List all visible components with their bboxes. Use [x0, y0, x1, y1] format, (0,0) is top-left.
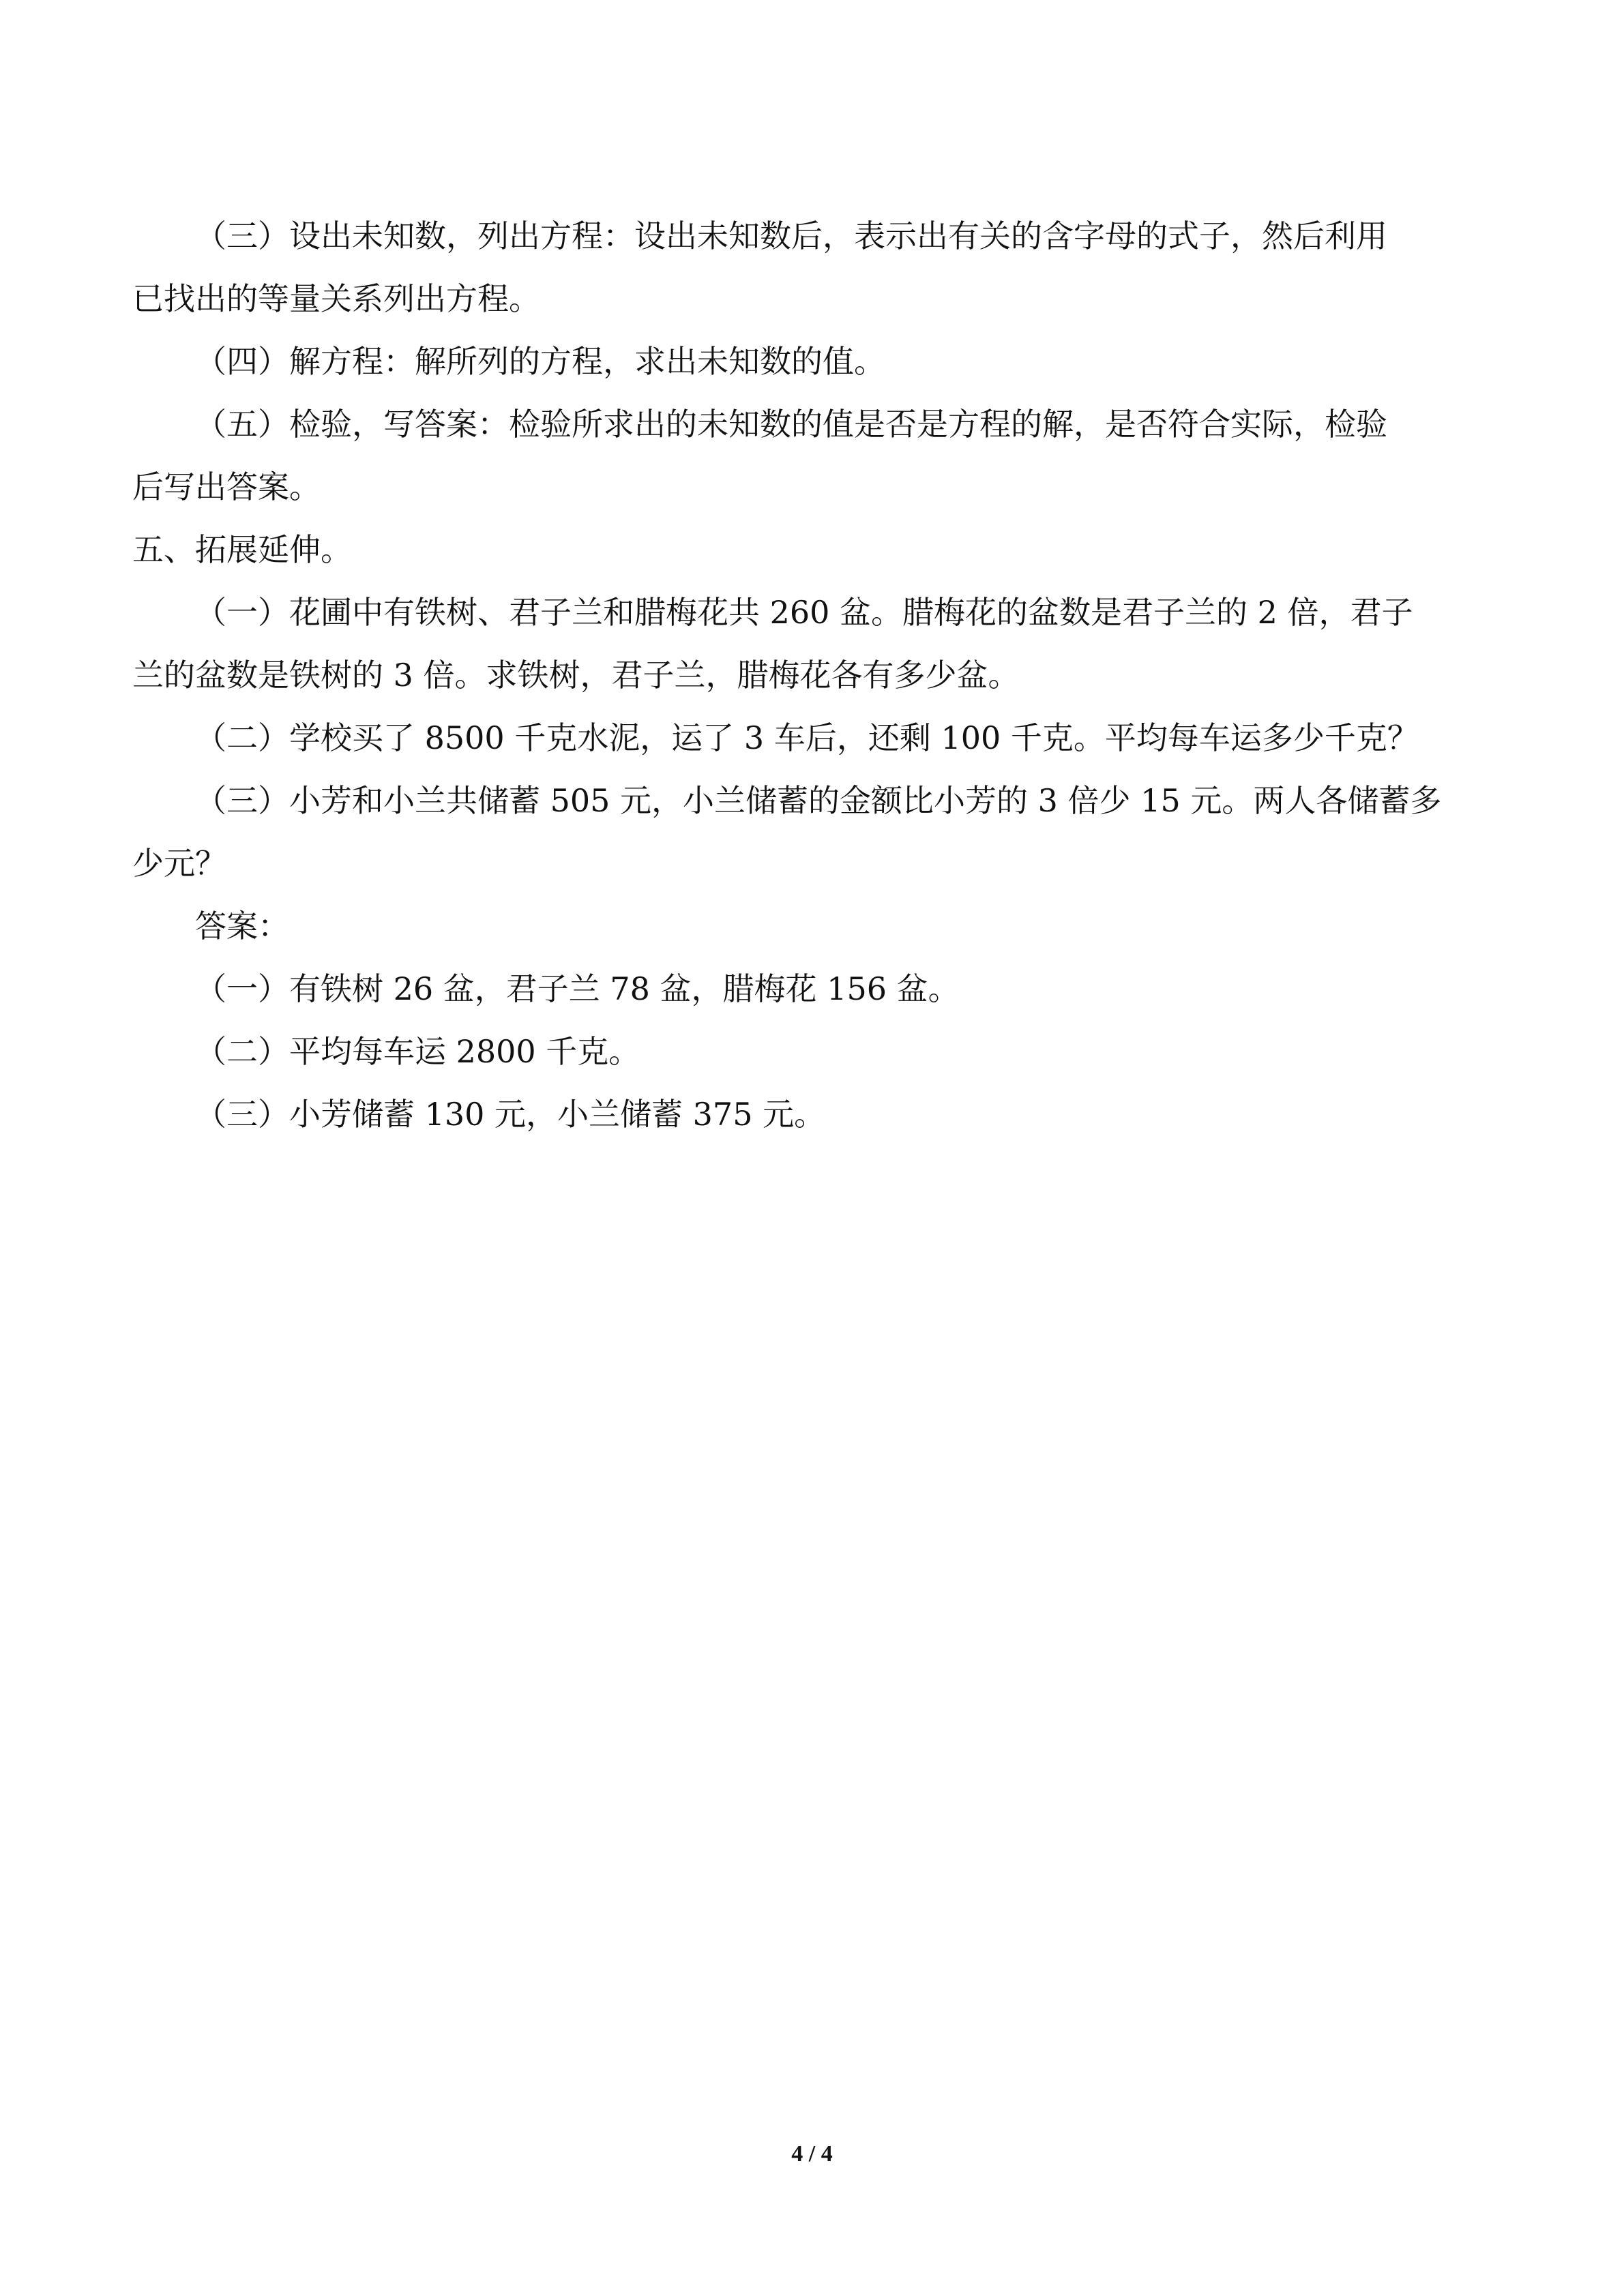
exercise-one-line-2: 兰的盆数是铁树的 3 倍。求铁树，君子兰，腊梅花各有多少盆。 [132, 657, 1020, 694]
document-body [132, 205, 1490, 1146]
exercise-three-line-2: 少元？ [132, 845, 226, 882]
exercise-three-line-1: （三）小芳和小兰共储蓄 505 元，小兰储蓄的金额比小芳的 3 倍少 15 元。两人各储蓄多 [195, 782, 1442, 819]
step-four-line: （四）解方程：解所列的方程，求出未知数的值。 [195, 343, 885, 380]
section-heading-extension: 五、拓展延伸。 [132, 531, 352, 568]
answer-three: （三）小芳储蓄 130 元，小兰储蓄 375 元。 [195, 1096, 826, 1133]
answer-one: （一）有铁树 26 盆，君子兰 78 盆，腊梅花 156 盆。 [195, 970, 960, 1007]
step-five-line-1: （五）检验，写答案：检验所求出的未知数的值是否是方程的解，是否符合实际，检验 [195, 406, 1387, 443]
exercise-one-line-1: （一）花圃中有铁树、君子兰和腊梅花共 260 盆。腊梅花的盆数是君子兰的 2 倍，君子 [195, 594, 1413, 631]
answers-heading: 答案： [195, 908, 289, 944]
step-three-line-1: （三）设出未知数，列出方程：设出未知数后，表示出有关的含字母的式子，然后利用 [195, 218, 1387, 254]
step-three-line-2: 已找出的等量关系列出方程。 [132, 280, 540, 317]
page-number: 4 / 4 [791, 2141, 833, 2166]
exercise-two-line: （二）学校买了 8500 千克水泥，运了 3 车后，还剩 100 千克。平均每车运多少千克？ [195, 719, 1419, 756]
answer-two: （二）平均每车运 2800 千克。 [195, 1033, 640, 1070]
step-five-line-2: 后写出答案。 [132, 468, 321, 505]
